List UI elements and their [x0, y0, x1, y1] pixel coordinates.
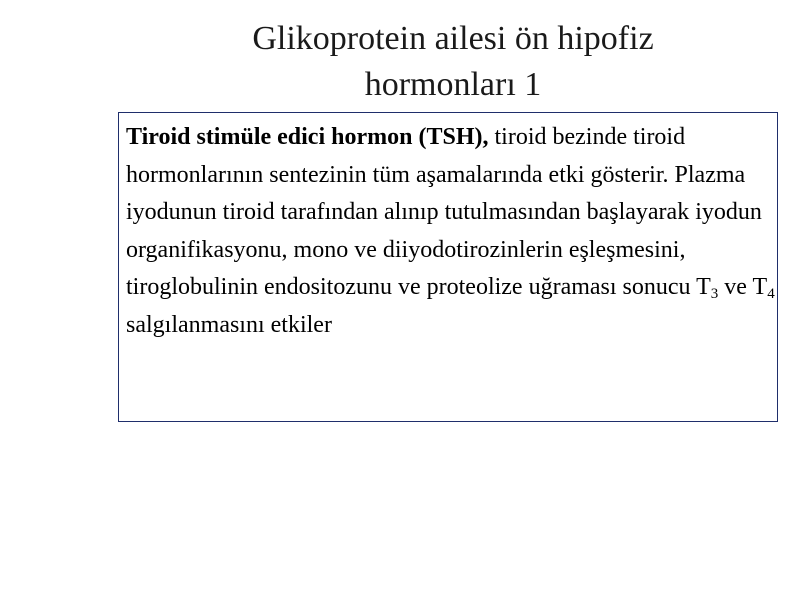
t4-subscript: 4: [767, 286, 775, 302]
conjunction-text: ve: [718, 274, 753, 300]
t3-subscript: 3: [710, 286, 719, 302]
bold-lead-text: Tiroid stimüle edici hormon (TSH),: [126, 124, 489, 150]
slide-title: [195, 16, 711, 108]
body-paragraph: [126, 119, 777, 344]
slide-title-line-1: Glikoprotein ailesi ön hipofiz: [252, 20, 654, 57]
content-box: [118, 112, 778, 422]
slide-title-line-2: hormonları 1: [364, 66, 542, 103]
body-text-tail: salgılanmasını etkiler: [126, 311, 332, 338]
t3-base: T: [696, 274, 711, 300]
body-text-main: tiroid bezinde tiroid hormonlarının sentezinin tüm aşamalarında etki gösterir. Plazma iyodunun tiroid tarafından alınıp tutulmasından başlayarak iyodun organifikasyonu, mono ve diiyodotirozinlerin eşleşmesini, tiroglobulinin endositozunu ve proteolize uğraması sonucu: [126, 124, 762, 300]
t4-base: T: [752, 274, 768, 300]
